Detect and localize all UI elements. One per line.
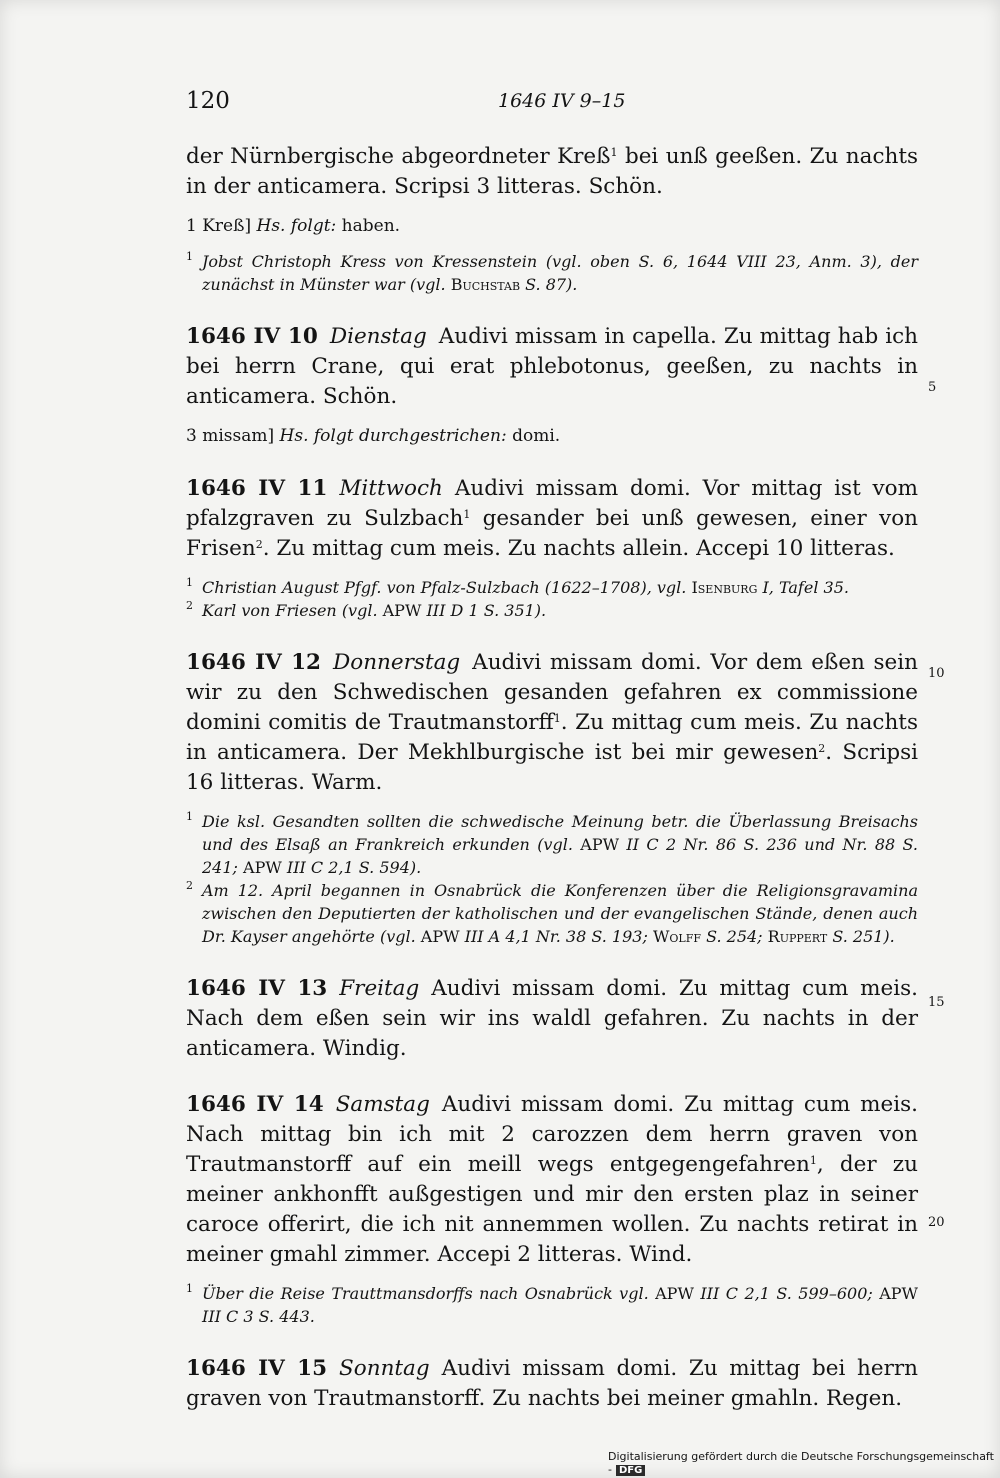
footnote (186, 810, 918, 879)
footnote-ref: 1 (463, 508, 471, 521)
footnote-text: Über die Reise Trauttmansdorffs nach Osnabrück vgl. (202, 1284, 656, 1303)
footnote-mark: 2 (186, 599, 193, 612)
footnote-ref: 1 (553, 712, 561, 725)
text-part: Audivi missam domi. Zu mittag cum meis. Nach mittag bin ich mit 2 carozzen dem herrn graven von Trautmanstorff auf ein meill wegs entgegengefahren (186, 1092, 919, 1177)
footnote (186, 250, 918, 296)
line-number: 5 (928, 380, 937, 395)
entry-weekday: Samstag (335, 1092, 430, 1117)
footnote (186, 879, 918, 948)
footnote (186, 599, 918, 622)
footnote (186, 1282, 918, 1328)
footnote-mark: 2 (186, 879, 193, 892)
entry-1646-iv-15 (186, 1354, 918, 1414)
text-part: der Nürnbergische abgeordneter Kreß (186, 144, 611, 169)
page-body (186, 142, 918, 1414)
footnote-text: II C 2 Nr. 86 S. 236 und Nr. 88 S. 241; (202, 835, 919, 877)
footnote-text: III C 2,1 S. 594). (281, 858, 422, 877)
footnote-citation: APW (243, 858, 282, 877)
footnote-text: I, Tafel 35. (757, 578, 849, 597)
entry-text (186, 648, 918, 798)
footnote-citation: Ruppert (767, 927, 828, 946)
entry-text (186, 1354, 918, 1414)
footnote-citation: APW (580, 835, 620, 854)
entry-date: 1646 IV 13 (186, 976, 328, 1001)
variant-reading: haben. (336, 216, 401, 236)
variant-note: Hs. folgt durchgestrichen: (279, 426, 507, 446)
footnote-ref: 2 (818, 742, 826, 755)
entry-1646-iv-10 (186, 322, 918, 448)
entry-date: 1646 IV 15 (186, 1356, 328, 1381)
variant-lemma: 3 missam] (186, 426, 280, 446)
footnote-ref: 1 (610, 146, 618, 159)
footnote-ref: 1 (809, 1154, 817, 1167)
footnote-ref: 2 (255, 538, 263, 551)
entry-continuation (186, 142, 918, 296)
footnote-mark: 1 (186, 576, 193, 589)
text-part: . Scripsi 16 litteras. Warm. (186, 740, 919, 795)
entry-1646-iv-11 (186, 474, 918, 622)
entry-1646-iv-12 (186, 648, 918, 948)
footnotes (186, 810, 918, 948)
entry-weekday: Freitag (339, 976, 420, 1001)
footnote-citation: Isenburg (691, 578, 758, 597)
text-part: Audivi missam domi. Vor dem eßen sein wir zu den Schwedischen gesanden gefahren ex commissione domini comitis de Trautmanstorff (186, 650, 919, 735)
page-number: 120 (186, 88, 230, 114)
text-part: . Zu mittag cum meis. Zu nachts allein. Accepi 10 litteras. (262, 536, 895, 561)
variant-note: Hs. folgt: (256, 216, 337, 236)
footnote-text: III C 2,1 S. 599–600; (693, 1284, 880, 1303)
entry-weekday: Donnerstag (333, 650, 461, 675)
footnote-text: Am 12. April begannen in Osnabrück die Konferenzen über die Religionsgravamina zwischen den Deputierten der katholischen und der evangelischen Stände, denen auch Dr. Kayser angehörte (vgl. (202, 881, 918, 946)
entry-date: 1646 IV 14 (186, 1092, 324, 1117)
footnote-text: Christian August Pfgf. von Pfalz-Sulzbach (1622–1708), vgl. (202, 578, 692, 597)
footnote-mark: 1 (186, 810, 193, 823)
entry-weekday: Dienstag (329, 324, 427, 349)
text-part: Audivi missam domi. Vor mittag ist vom pfalzgraven zu Sulzbach (186, 476, 918, 531)
entry-date: 1646 IV 12 (186, 650, 322, 675)
entry-date: 1646 IV 10 (186, 324, 318, 349)
variant-lemma: 1 Kreß] (186, 216, 257, 236)
footnote (186, 576, 918, 599)
footnote-text: III A 4,1 Nr. 38 S. 193; (459, 927, 653, 946)
footnote-citation: Buchstab (450, 275, 521, 294)
entry-1646-iv-14 (186, 1090, 918, 1328)
variant-apparatus (186, 424, 918, 448)
footnote-text: S. 251). (827, 927, 895, 946)
entry-text (186, 322, 918, 412)
footnote-text: S. 254; (700, 927, 768, 946)
text-part: bei unß geeßen. Zu nachts in der anticamera. Scripsi 3 litteras. Schön. (186, 144, 918, 199)
line-number: 10 (928, 666, 945, 681)
footnote-citation: APW (382, 601, 422, 620)
entry-text (186, 1090, 918, 1270)
entry-date: 1646 IV 11 (186, 476, 328, 501)
text-part: Audivi missam domi. Zu mittag bei herrn graven von Trautmanstorff. Zu nachts bei meiner gmahln. Regen. (186, 1356, 918, 1411)
running-head: 1646 IV 9–15 (498, 90, 626, 112)
footnotes (186, 576, 918, 622)
digitization-footer (608, 1450, 1000, 1476)
entry-weekday: Mittwoch (339, 476, 443, 501)
footnote-mark: 1 (186, 250, 193, 263)
text-part: . Zu mittag cum meis. Zu nachts in anticamera. Der Mekhlburgische ist bei mir gewesen (186, 710, 918, 765)
entry-weekday: Sonntag (339, 1356, 430, 1381)
footnote-text: III C 3 S. 443. (202, 1307, 315, 1326)
footnote-mark: 1 (186, 1282, 193, 1295)
footnotes (186, 250, 918, 296)
dfg-logo: DFG (616, 1465, 645, 1476)
text-part: Audivi missam domi. Zu mittag cum meis. Nach dem eßen sein wir ins waldl gefahren. Zu nachts in der anticamera. Windig. (186, 976, 919, 1061)
footnote-citation: APW (420, 927, 460, 946)
entry-text (186, 974, 918, 1064)
variant-apparatus (186, 214, 918, 238)
text-part: Audivi missam in capella. Zu mittag hab ich bei herrn Crane, qui erat phlebotonus, geeßen, zu nachts in anticamera. Schön. (186, 324, 918, 409)
footnote-citation: APW (879, 1284, 918, 1303)
footnote-text: Jobst Christoph Kress von Kressenstein (vgl. oben S. 6, 1644 VIII 23, Anm. 3), der zunächst in Münster war (vgl. (202, 252, 918, 294)
text-part: , der zu meiner ankhonfft außgestigen und mir den ersten plaz in seiner caroce offerirt, die ich nit annemmen wollen. Zu nachts retirat in meiner gmahl zimmer. Accepi 2 litteras. Wind. (186, 1152, 918, 1267)
text-part: gesander bei unß gewesen, einer von Frisen (186, 506, 918, 561)
footnote-text: Karl von Friesen (vgl. (202, 601, 383, 620)
footnote-text: III D 1 S. 351). (421, 601, 547, 620)
entry-text (186, 474, 918, 564)
footnote-text: S. 87). (520, 275, 578, 294)
variant-reading: domi. (506, 426, 561, 446)
footnote-text: Die ksl. Gesandten sollten die schwedische Meinung betr. die Überlassung Breisachs und des Elsaß an Frankreich erkunden (vgl. (202, 812, 918, 854)
footnotes (186, 1282, 918, 1328)
line-number: 15 (928, 995, 945, 1010)
footnote-citation: APW (655, 1284, 694, 1303)
footnote-citation: Wolff (652, 927, 701, 946)
footer-text: Digitalisierung gefördert durch die Deutsche Forschungsgemeinschaft - (608, 1450, 994, 1476)
line-number: 20 (928, 1215, 945, 1230)
entry-1646-iv-13 (186, 974, 918, 1064)
entry-text (186, 142, 918, 202)
